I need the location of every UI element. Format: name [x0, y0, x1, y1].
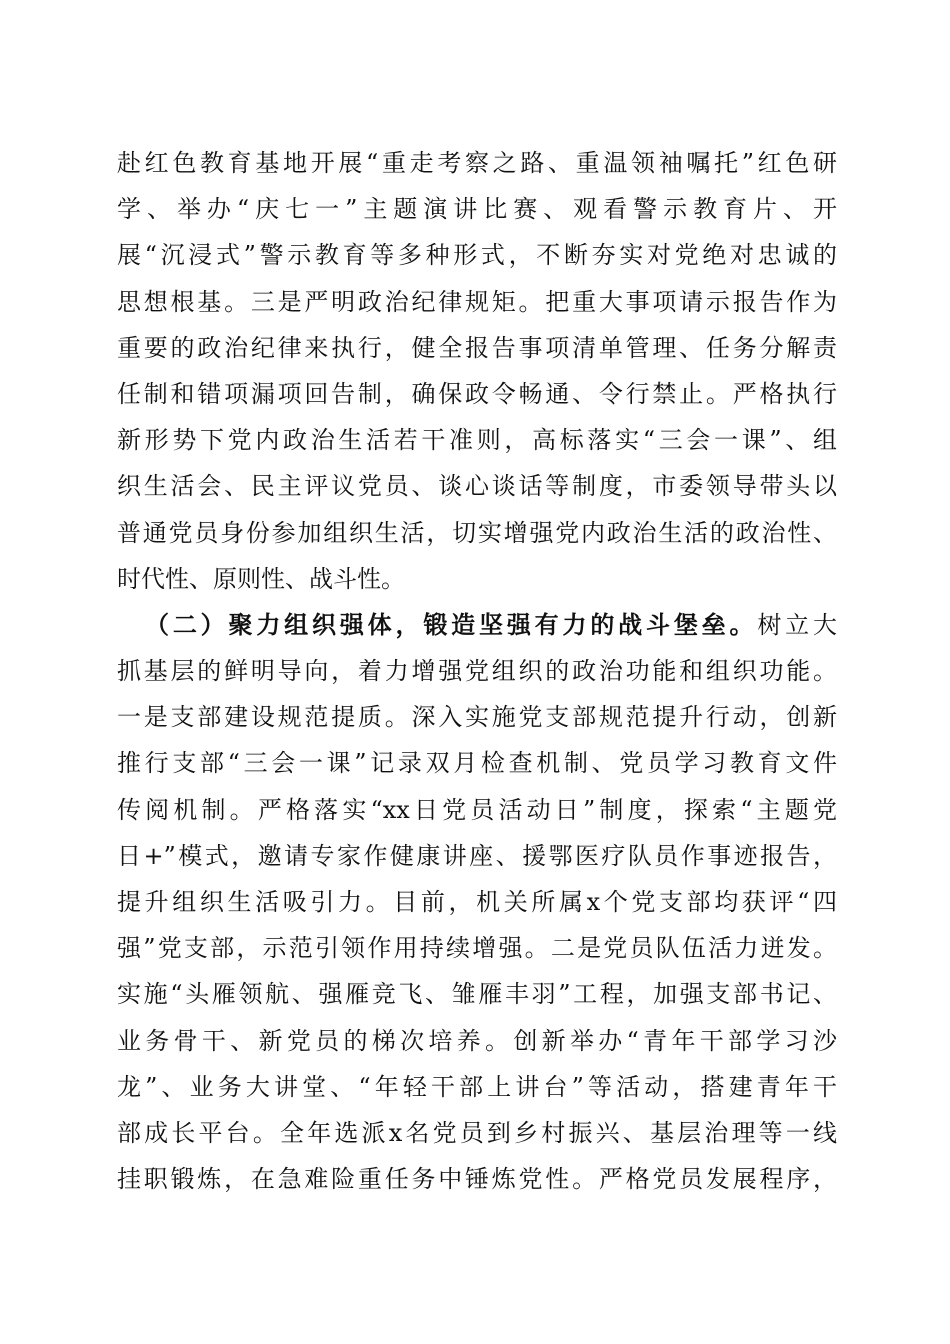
text-line: 挂职锻炼，在急难险重任务中锤炼党性。严格党员发展程序， — [117, 1165, 837, 1194]
text-line: 实施“头雁领航、强雁竞飞、雏雁丰羽”工程，加强支部书记、 — [117, 980, 837, 1009]
text-line: 提升组织生活吸引力。目前，机关所属x个党支部均获评“四 — [117, 888, 837, 916]
text-line: 赴红色教育基地开展“重走考察之路、重温领袖嘱托”红色研 — [117, 149, 837, 177]
text-line — [117, 602, 837, 648]
section-heading: （二）聚力组织强体，锻造坚强有力的战斗堡垒。 — [145, 609, 758, 639]
text-line: 强”党支部，示范引领作用持续增强。二是党员队伍活力迸发。 — [117, 934, 837, 963]
text-line: 业务骨干、新党员的梯次培养。创新举办“青年干部学习沙 — [117, 1026, 837, 1055]
text-line: 龙”、业务大讲堂、“年轻干部上讲台”等活动，搭建青年干 — [117, 1072, 837, 1101]
text-line: 抓基层的鲜明导向，着力增强党组织的政治功能和组织功能。 — [117, 657, 837, 686]
paragraph-2 — [117, 602, 837, 1202]
text-line: 时代性、原则性、战斗性。 — [117, 564, 405, 593]
text-line: 推行支部“三会一课”记录双月检查机制、党员学习教育文件 — [117, 749, 837, 778]
body-text — [117, 140, 837, 1202]
heading-continuation: 树立大 — [757, 610, 838, 639]
text-line: 普通党员身份参加组织生活，切实增强党内政治生活的政治性、 — [117, 518, 837, 547]
text-line: 重要的政治纪律来执行，健全报告事项清单管理、任务分解责 — [117, 333, 837, 362]
text-line: 学、举办“庆七一”主题演讲比赛、观看警示教育片、开 — [117, 195, 837, 224]
paragraph-1 — [117, 140, 837, 602]
text-line: 一是支部建设规范提质。深入实施党支部规范提升行动，创新 — [117, 703, 837, 732]
text-line: 部成长平台。全年选派x名党员到乡村振兴、基层治理等一线 — [117, 1118, 837, 1147]
text-line: 日+”模式，邀请专家作健康讲座、援鄂医疗队员作事迹报告， — [117, 841, 837, 870]
text-line: 任制和错项漏项回告制，确保政令畅通、令行禁止。严格执行 — [117, 379, 837, 408]
text-line: 新形势下党内政治生活若干准则，高标落实“三会一课”、组 — [117, 426, 837, 455]
text-line: 展“沉浸式”警示教育等多种形式，不断夯实对党绝对忠诚的 — [117, 241, 837, 270]
text-line: 思想根基。三是严明政治纪律规矩。把重大事项请示报告作为 — [117, 287, 837, 316]
text-line: 传阅机制。严格落实“xx日党员活动日”制度，探索“主题党 — [117, 795, 837, 824]
text-line: 织生活会、民主评议党员、谈心谈话等制度，市委领导带头以 — [117, 472, 837, 501]
